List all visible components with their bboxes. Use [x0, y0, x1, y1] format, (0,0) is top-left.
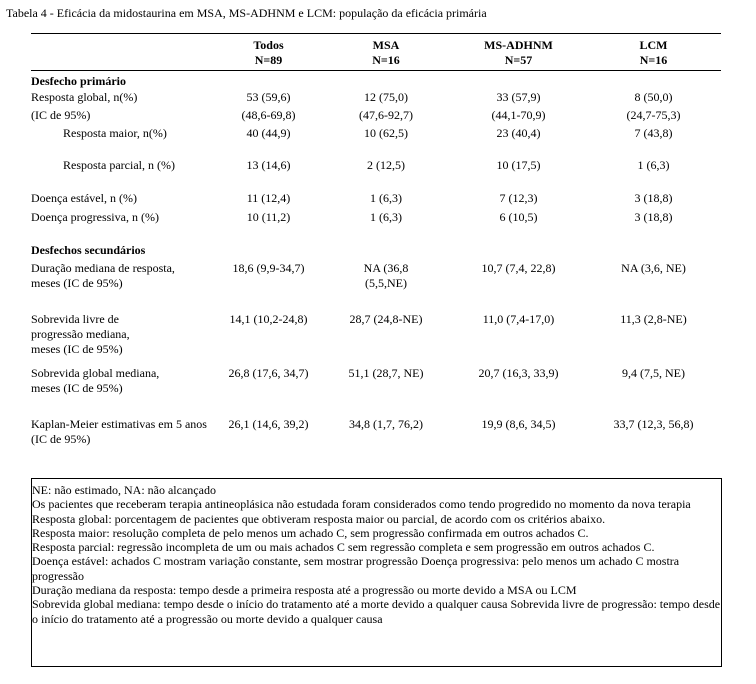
cell: 1 (6,3)	[370, 210, 402, 224]
cell: 34,8 (1,7, 76,2)	[349, 417, 423, 431]
table-row	[31, 108, 721, 126]
row-label: Resposta global, n(%)	[31, 90, 138, 104]
cell: (48,6-69,8)	[241, 108, 296, 122]
table-row	[31, 366, 721, 417]
section-row	[31, 70, 721, 90]
efficacy-table	[31, 34, 721, 457]
col-n: N=16	[639, 53, 668, 67]
footnote: Sobrevida global mediana: tempo desde o início do tratamento até a morte devido a qualquer causa Sobrevida livre de progressão: tempo desde o início do tratamento até a progressão ou morte devido a qualquer causa	[32, 597, 721, 626]
cell: 3 (18,8)	[634, 210, 673, 224]
cell: 7 (12,3)	[499, 191, 538, 205]
header-blank	[31, 34, 216, 70]
cell: 11,3 (2,8-NE)	[620, 312, 687, 326]
col-name: LCM	[639, 38, 668, 52]
col-name: MS-ADHNM	[484, 38, 553, 52]
section-primary-label: Desfecho primário	[31, 74, 126, 88]
cell: (44,1-70,9)	[491, 108, 546, 122]
cell: NA (3,6, NE)	[621, 261, 686, 275]
cell: 3 (18,8)	[634, 191, 673, 205]
col-header-ms-adhnm	[451, 34, 586, 70]
cell: 26,8 (17,6, 34,7)	[228, 366, 309, 380]
col-n: N=89	[254, 53, 283, 67]
cell: 9,4 (7,5, NE)	[622, 366, 685, 380]
row-label: Resposta parcial, n (%)	[63, 158, 175, 172]
table-caption: Tabela 4 - Eficácia da midostaurina em MSA, MS-ADHNM e LCM: população da eficácia primária	[6, 6, 487, 20]
cell: 14,1 (10,2-24,8)	[229, 312, 308, 326]
cell: 53 (59,6)	[246, 90, 291, 104]
cell: 8 (50,0)	[634, 90, 673, 104]
cell: 1 (6,3)	[370, 191, 402, 205]
footnote: Resposta global: porcentagem de pacientes que obtiveram resposta maior ou parcial, de acordo com os critérios abaixo.	[32, 511, 606, 526]
row-label: Resposta maior, n(%)	[63, 126, 167, 140]
row-label: Doença progressiva, n (%)	[31, 210, 159, 224]
table-row	[31, 312, 721, 366]
cell: 10 (62,5)	[364, 126, 408, 140]
cell: 13 (14,6)	[246, 158, 291, 172]
cell: 11 (12,4)	[246, 191, 291, 205]
footnote: Resposta parcial: regressão incompleta de um ou mais achados C sem regressão completa e sem progressão em outros achados C.	[32, 540, 655, 555]
footnote: NE: não estimado, NA: não alcançado	[32, 483, 216, 497]
cell: 1 (6,3)	[637, 158, 670, 172]
row-label: Kaplan-Meier estimativas em 5 anos (IC de 95%)	[31, 417, 207, 446]
footnote: Doença estável: achados C mostram variação constante, sem mostrar progressão Doença progressiva: pelo menos um achado C mostra progressão	[32, 554, 680, 583]
table-row	[31, 210, 721, 243]
cell: NA (36,8 (5,5,NE)	[363, 261, 409, 290]
col-header-todos	[216, 34, 321, 70]
col-n: N=16	[372, 53, 400, 67]
cell: 11,0 (7,4-17,0)	[482, 312, 555, 326]
cell: 26,1 (14,6, 39,2)	[228, 417, 309, 431]
footnote: Resposta maior: resolução completa de pelo menos um achado C, sem progressão confirmada em outros achados C.	[32, 525, 589, 540]
row-label: Sobrevida livre de progressão mediana, meses (IC de 95%)	[31, 312, 130, 356]
cell: 10 (17,5)	[496, 158, 541, 172]
cell: 10,7 (7,4, 22,8)	[481, 261, 556, 275]
cell: 40 (44,9)	[246, 126, 291, 140]
col-name: Todos	[253, 38, 284, 52]
section-secondary-label: Desfechos secundários	[31, 243, 146, 257]
cell: 28,7 (24,8-NE)	[349, 312, 423, 326]
cell: 33 (57,9)	[496, 90, 541, 104]
table-row	[31, 126, 721, 158]
col-n: N=57	[504, 53, 533, 67]
table-row	[31, 90, 721, 108]
footnote: Duração mediana da resposta: tempo desde a primeira resposta até a progressão ou morte devido a MSA ou LCM	[32, 583, 577, 598]
notes-bottom-rule	[31, 666, 722, 667]
cell: 20,7 (16,3, 33,9)	[478, 366, 559, 380]
cell: 23 (40,4)	[496, 126, 541, 140]
row-label: (IC de 95%)	[31, 108, 91, 122]
cell: 51,1 (28,7, NE)	[348, 366, 424, 380]
table-row	[31, 191, 721, 210]
cell: 6 (10,5)	[499, 210, 538, 224]
cell: 19,9 (8,6, 34,5)	[481, 417, 556, 431]
footnote: Os pacientes que receberam terapia antineoplásica não estudada foram considerados como tendo progredido no momento da nova terapia	[32, 497, 691, 512]
cell: 2 (12,5)	[367, 158, 405, 172]
cell: (24,7-75,3)	[626, 108, 681, 122]
table-footnotes	[32, 483, 722, 626]
row-label: Doença estável, n (%)	[31, 191, 137, 205]
cell: 7 (43,8)	[634, 126, 673, 140]
col-name: MSA	[372, 38, 400, 52]
col-header-lcm	[586, 34, 721, 70]
cell: (47,6-92,7)	[359, 108, 413, 122]
table-row	[31, 261, 721, 312]
section-row	[31, 243, 721, 261]
row-label: Duração mediana de resposta, meses (IC de 95%)	[31, 261, 175, 290]
cell: 18,6 (9,9-34,7)	[232, 261, 305, 275]
col-header-msa	[321, 34, 451, 70]
cell: 33,7 (12,3, 56,8)	[613, 417, 694, 431]
header-row	[31, 34, 721, 70]
table-row	[31, 417, 721, 457]
cell: 10 (11,2)	[246, 210, 291, 224]
row-label: Sobrevida global mediana, meses (IC de 95%)	[31, 366, 160, 395]
cell: 12 (75,0)	[364, 90, 408, 104]
table-row	[31, 158, 721, 191]
table-bottom-rule	[31, 478, 721, 479]
